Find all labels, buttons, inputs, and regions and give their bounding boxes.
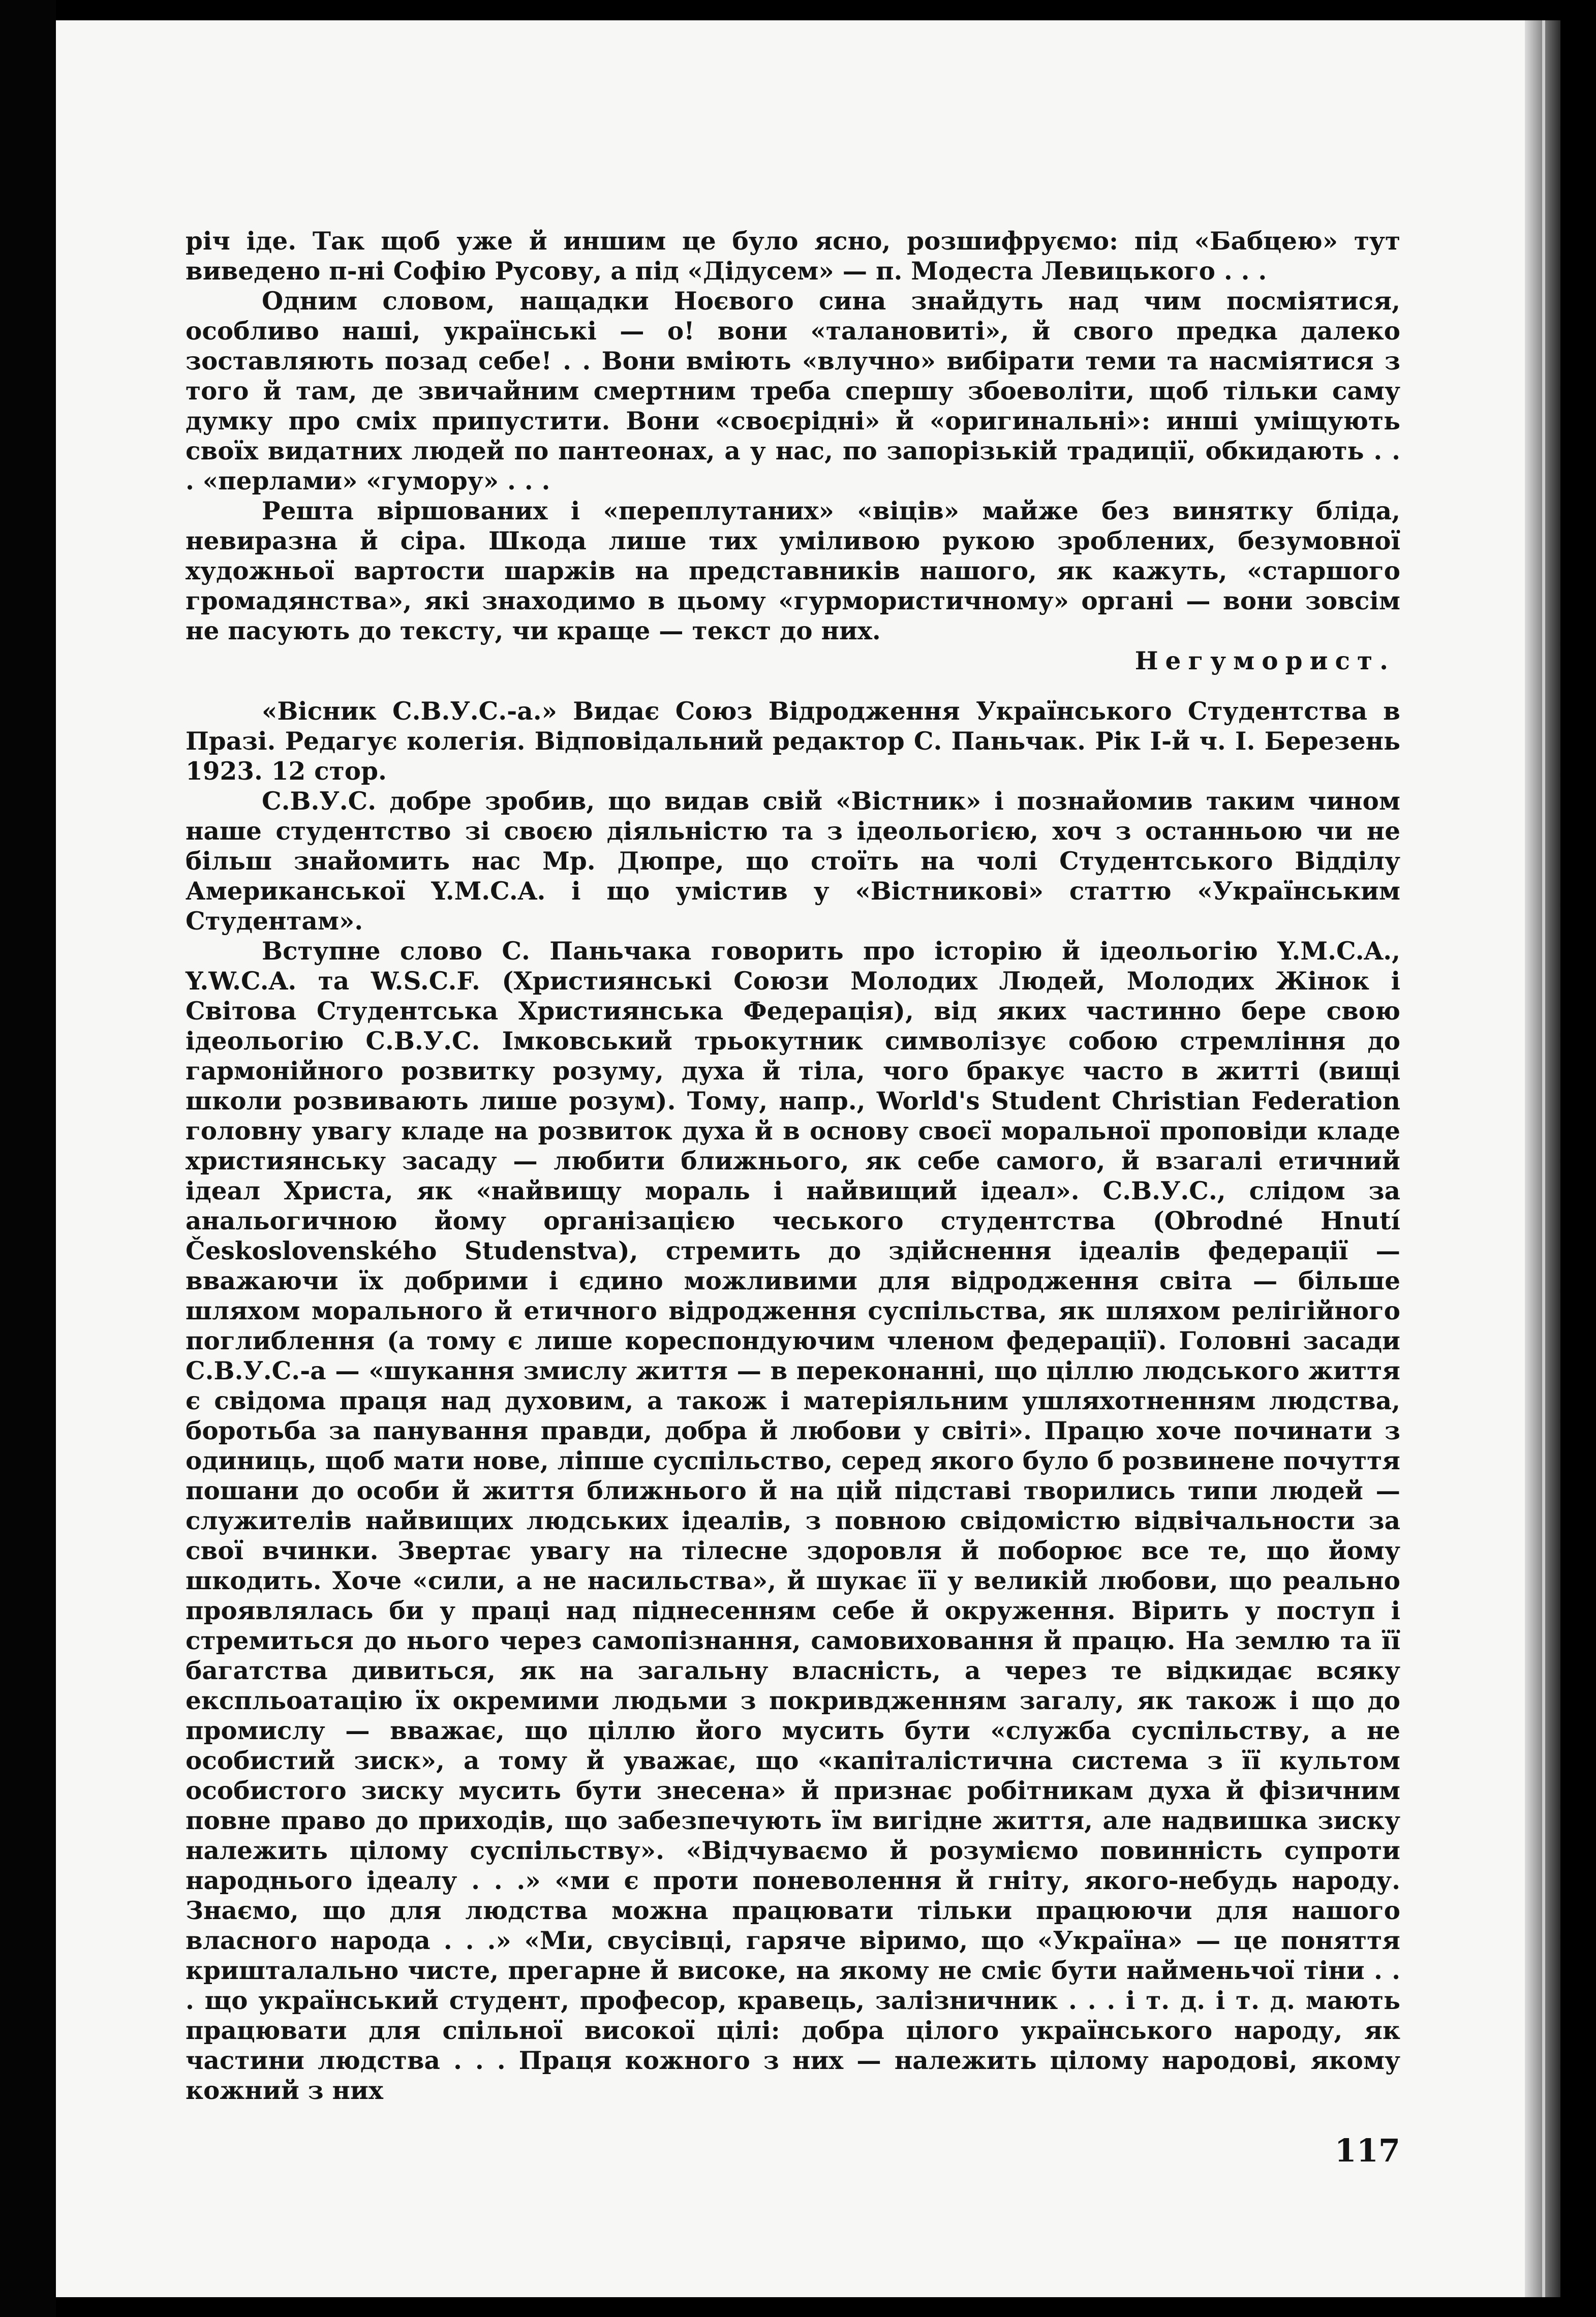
review1-paragraph-2: Одним словом, нащадки Ноєвого сина знайдуть над чим посміятися, особливо наші, українські — о! вони «талановиті», й свого предка далеко зоставляють позад себе! . . Вони вміють «влучно» вибірати теми та насміятися з того й там, де звичайним смертним треба спершу збоеволіти, щоб тільки саму думку про сміх припустити. Вони «своєрідні» й «оригинальні»: инші уміщують своїх видатних людей по пантеонах, а у нас, по запорізькій традиції, обкидають . . . «перлами» «гумору» . . . — [186, 287, 1400, 496]
page-edge-line — [1542, 20, 1545, 2297]
left-shadow — [0, 0, 56, 2317]
review1-signature: Негуморист. — [1134, 646, 1395, 675]
body-text — [186, 226, 1400, 2106]
review2-title: «Вісник С.В.У.С.-а.» — [262, 697, 557, 726]
section-gap — [186, 676, 1400, 696]
book-page — [56, 20, 1560, 2297]
review2-header-text: Видає Союз Відродження Українського Студентства в Празі. Редагує колегія. Відповідальний редактор С. Паньчак. Рік І-й ч. І. Березень 1923. 12 стор. — [186, 697, 1400, 786]
review2-paragraph-1: С.В.У.С. добре зробив, що видав свій «Вістник» і познайомив таким чином наше студентство зі своєю діяльністю та з ідеольогією, хоч з останньою чи не більш знайомить нас Мр. Дюпре, що стоїть на чолі Студентського Відділу Американської Y.M.C.A. і що умістив у «Вістникові» статтю «Українським Студентам». — [186, 787, 1400, 936]
review2-paragraph-2: Вступне слово С. Паньчака говорить про історію й ідеольогію Y.M.C.A., Y.W.C.A. та W.S.C.F. (Християнські Союзи Молодих Людей, Молодих Жінок і Світова Студентська Християнська Федерація), від яких частинно бере свою ідеольогію С.В.У.С. Імковський трьокутник символізує собою стремління до гармонійного розвитку розуму, духа й тіла, чого бракує часто в житті (вищі школи розвивають лише розум). Тому, напр., World's Student Christian Federation головну увагу кладе на розвиток духа й в основу своєї моральної проповіди кладе християнську засаду — любити ближнього, як себе самого, й взагалі етичний ідеал Христа, як «найвищу мораль і найвищий ідеал». С.В.У.С., слідом за анальогичною йому організацією чеського студентства (Obrodné Hnutí Československého Studenstva), стремить до здійснення ідеалів федерації — вважаючи їх добрими і єдино можливими для відродження світа — більше шляхом морального й етичного відродження суспільства, як шляхом релігійного поглиблення (а тому є лише кореспондуючим членом федерації). Головні засади С.В.У.С.-а — «шукання змислу життя — в переконанні, що ціллю людського життя є свідома праця над духовим, а також і матеріяльним ушляхотненням людства, боротьба за панування правди, добра й любови у світі». Працю хоче починати з одиниць, щоб мати нове, ліпше суспільство, серед якого було б розвинене почуття пошани до особи й життя ближнього й на цій підставі творились типи людей — служителів найвищих людських ідеалів, з повною свідомістю відвічальности за свої вчинки. Звертає увагу на тілесне здоровля й поборює все те, що йому шкодить. Хоче «сили, а не насильства», й шукає її у великій любови, що реально проявлялась би у праці над піднесенням себе й окруження. Вірить у поступ і стремиться до нього через самопізнання, самовиховання й працю. На землю та її багатства дивиться, як на загальну власність, а через те відкидає всяку експльоатацію їх окремими людьми з покривдженням загалу, як також і що до промислу — вважає, що ціллю його мусить бути «служба суспільству, а не особистий зиск», а тому й уважає, що «капіталістична система з її культом особистого зиску мусить бути знесена» й признає робітникам духа й фізичним повне право до приходів, що забезпечують їм вигідне життя, але надвишка зиску належить цілому суспільству». «Відчуваємо й розуміємо повинність супроти народнього ідеалу . . .» «ми є проти поневолення й гніту, якого-небудь народу. Знаємо, що для людства можна працювати тільки працюючи для нашого власного народа . . .» «Ми, свусівці, гаряче віримо, що «Україна» — це поняття кришталально чисте, прегарне й високе, на якому не сміє бути найменьчої тіни . . . що український студент, професор, кравець, залізничник . . . і т. д. і т. д. мають працювати для спільної високої цілі: добра цілого українського народу, як частини людства . . . Праця кожного з них — належить цілому народові, якому кожний з них — [186, 937, 1400, 2105]
page-number: 117 — [1334, 2132, 1400, 2169]
review1-paragraph-1: річ іде. Так щоб уже й иншим це було ясно, розшифруємо: під «Бабцею» тут виведено п-ні Софію Русову, а під «Дідусем» — п. Модеста Левицького . . . — [186, 227, 1400, 286]
review1-paragraph-3: Решта віршованих і «переплутаних» «віців» майже без винятку бліда, невиразна й сіра. Шкода лише тих уміливою рукою зроблених, безумовної художньої вартости шаржів на представників нашого, як кажуть, «старшого громадянства», які знаходимо в цьому «гурмористичному» органі — вони зовсім не пасують до тексту, чи краще — текст до них. — [186, 497, 1400, 645]
review2-header — [186, 696, 1400, 786]
